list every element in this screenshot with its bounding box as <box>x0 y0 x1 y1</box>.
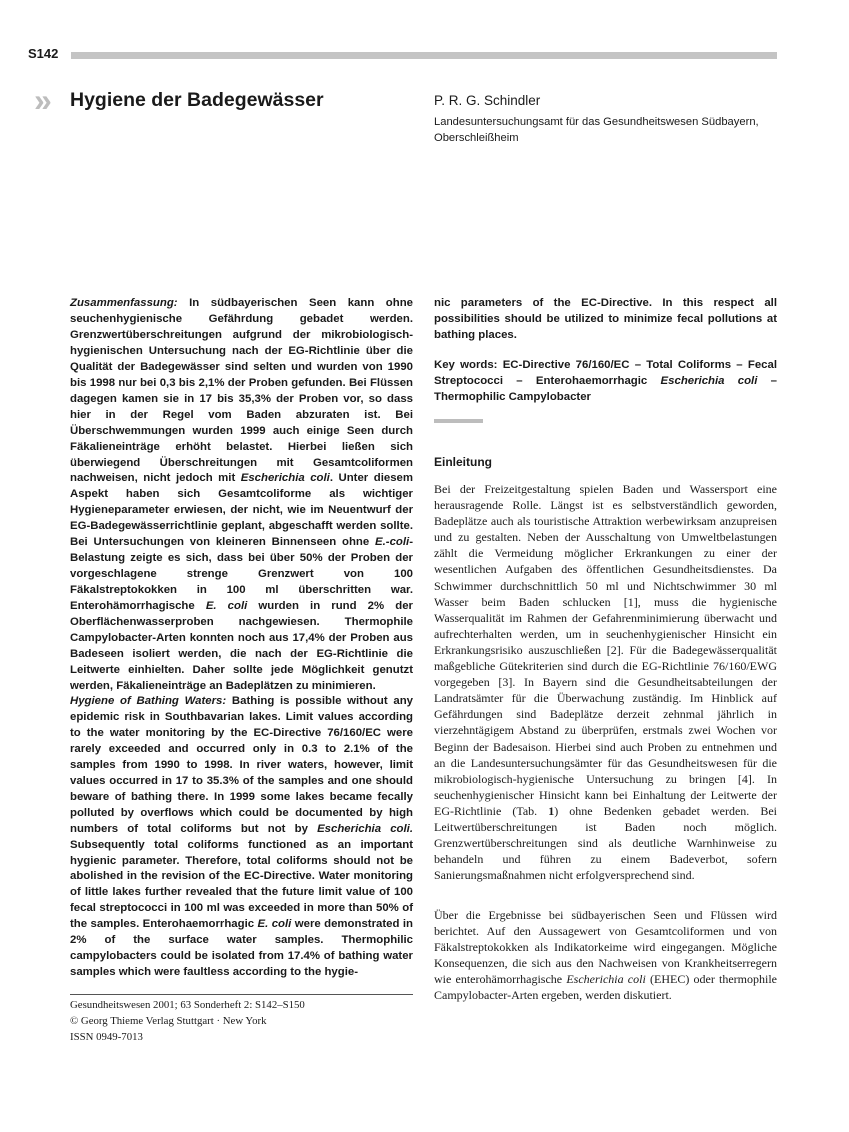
einleitung-paragraph-2: Über die Ergebnisse bei südbayerischen Seen und Flüssen wird berichtet. Auf den Aussagewert von Gesamtcoliformen und von Fäkalstreptokokken als Indikatorkeime wird eingegangen. Mögliche Konsequenzen, die sich aus den Nachweisen von Krankheitserregern wie enterohämorrhagische Escherichia coli (EHEC) oder thermophile Campylobacter-Arten ergeben, werden diskutiert. <box>434 908 777 1003</box>
author: P. R. G. Schindler <box>434 93 541 108</box>
table-reference-link[interactable]: 1 <box>548 803 555 818</box>
abstract-german-text: In südbayerischen Seen kann ohne seuchenhygienische Gefährdung gebadet werden. Grenzwertüberschreitungen aufgrund der mikrobiologisch-hygienischen Untersuchung nach der EG-Richtlinie über die Qualität der Badegewässer sind selten und wurden von 1990 bis 1998 nur bei 0,3 bis 2,1% der Proben gefunden. Bei Flüssen dagegen kamen sie in 17 bis 35,3% der Proben vor, so dass hier in der Regel vom Baden abzuraten ist. Bei Überschwemmungen wurden 1999 auch einige Seen durch Fäkalieneinträge erhöht belastet. Hierbei ließen sich überwiegend Überschreitungen mit Gesamtcoliformen nachweisen, nicht jedoch mit Escherichia coli. Unter diesem Aspekt haben sich Gesamtcoliforme als wichtiger Hygieneparameter erwiesen, der nicht, wie im Neuentwurf der EG-Badegewässerrichtlinie geplant, abgeschafft werden sollte. Bei Untersuchungen von kleineren Binnenseen ohne E.-coli-Belastung zeigte es sich, dass bei über 50% der Proben der vorgeschlagene strenge Grenzwert von 100 Fäkalstreptokokken in 100 ml überschritten war. Enterohämorrhagische E. coli wurden in rund 2% der Oberflächenwasserproben nachgewiesen. Thermophile Campylobacter-Arten konnten noch aus 17,4% der Proben aus Badeseen isoliert werden, die nach der EG-Richtlinie die Leitwerte einhielten. Daher sollte jede Möglichkeit genutzt werden, Fäkalieneinträge an Badeplätzen zu minimieren. <box>70 297 413 692</box>
einleitung-paragraph-1: Bei der Freizeitgestaltung spielen Baden und Wassersport eine herausragende Rolle. Längst ist es selbstverständlich geworden, Badeplätze auch als touristische Attraktion werbewirksam anzupreisen und zu gestalten. Neben der Ausschaltung von Umweltbelastungen zählt die Vermeidung möglicher Erkrankungen zu einer der wesentlichen Aufgaben des öffentlichen Gesundheitsdienstes. Da Schwimmer durchschnittlich 50 ml und Nichtschwimmer 30 ml Wasser beim Baden schlucken [1], muss die hygienische Wasserqualität im Rahmen der Gefahrenminimierung überwacht und aufrechterhalten werden, um in seuchenhygienischer Hinsicht ein Erkrankungsrisiko auszuschließen [2]. Für die Badegewässerqualität maßgebliche Gütekriterien sind durch die EG-Richtlinie 76/160/EWG vorgegeben [3]. In Bayern sind die Gesundheitsabteilungen der Landratsämter für die Überwachung zuständig. Im Hinblick auf Gefährdungen sind Badeplätze derzeit zehnmal jährlich in vierzehntägigem Abstand zu überprüfen, erstmals zwei Wochen vor Beginn der Badesaison. Hierbei sind auch Proben zu entnehmen und an die Landesuntersuchungsämter für das Gesundheitswesen für die mikrobiologisch-hygienische Untersuchung zu bringen [4]. In seuchenhygienischer Hinsicht kann bei Einhaltung der Leitwerte der EG-Richtlinie (Tab. 1) ohne Bedenken gebadet werden. Bei Leitwertüberschreitungen ist Baden noch möglich. Grenzwertüberschreitungen sind als deutliche Warnhinweise zu behandeln und führen zu einem Badeverbot, sofern Sanierungsmaßnahmen nicht erfolgversprechend sind. <box>434 482 777 883</box>
citation-line: Gesundheitswesen 2001; 63 Sonderheft 2: S142–S150 <box>70 999 305 1011</box>
abstract-german-label: Zusammenfassung: <box>70 297 178 309</box>
abstract-english-label: Hygiene of Bathing Waters: <box>70 695 227 707</box>
abstract-english <box>70 694 413 981</box>
issn-line: ISSN 0949-7013 <box>70 1031 143 1044</box>
abstract-english-continuation: nic parameters of the EC-Directive. In this respect all possibilities should be utilized to minimize fecal pollutions at bathing places. <box>434 297 777 341</box>
section-heading-einleitung: Einleitung <box>434 455 492 469</box>
header-bar <box>71 52 777 59</box>
abstract-english-text: Bathing is possible without any epidemic risk in Southbavarian lakes. Limit values according to the water monitoring by the EC-Directive 76/160/EC were rarely exceeded and occurred only in 0.3 to 2.1% of the samples from 1990 to 1998. In river waters, however, limit values occurred in 17 to 35.3% of the samples and one should beware of bathing there. In 1999 some lakes became fecally polluted by overflows which could be documented by high numbers of total coliforms but not by Escherichia coli. Subsequently total coliforms functioned as an important hygienic parameter. Therefore, total coliforms should not be abolished in the revision of the EC-Directive. Water monitoring of little lakes further revealed that the future limit value of 100 fecal streptococci in 100 ml was exceeded in more than 50% of the samples. Enterohaemorrhagic E. coli were demonstrated in 2% of the surface water samples. Thermophilic campylobacters could be isolated from 17.4% of bathing water samples which were faultless according to the hygie- <box>70 695 413 979</box>
affiliation: Landesuntersuchungsamt für das Gesundheitswesen Südbayern, Oberschleißheim <box>434 116 759 144</box>
footer-citation <box>70 997 413 1046</box>
page-number: S142 <box>28 46 59 61</box>
article-title: Hygiene der Badegewässer <box>70 89 324 111</box>
footer-divider <box>70 994 413 995</box>
section-divider <box>434 419 483 423</box>
keywords-label: Key words: <box>434 359 498 371</box>
quote-mark-icon: » <box>34 82 48 118</box>
abstract-german <box>70 296 413 695</box>
publisher-line: © Georg Thieme Verlag Stuttgart · New York <box>70 1015 267 1028</box>
keywords: Key words: EC-Directive 76/160/EC – Total Coliforms – Fecal Streptococci – Enterohaemorrhagic Escherichia coli – Thermophilic Campylobacter <box>434 359 777 403</box>
